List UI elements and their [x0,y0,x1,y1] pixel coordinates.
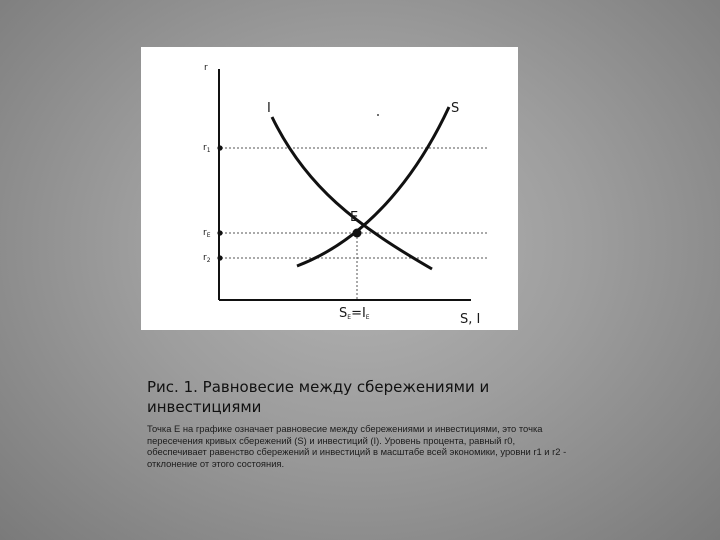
x-axis-label: S, I [460,312,481,327]
savings-investment-diagram [141,47,518,330]
curve-i-label: I [267,101,271,116]
figure-caption-text: Точка Е на графике означает равновесие между сбережениями и инвестициями, это точка пересечения кривых сбережений (S) и инвестиций (I). Уровень процента, равный r0, обеспечивает равенство сбережений и инвестиций в масштабе всей экономики, уровни r1 и r2 - отклонение от этого состояния. [147,423,567,469]
diagram-figure [141,47,518,330]
r1-label: $r_1$ [203,143,211,154]
speck-mark [377,114,379,116]
re-point [217,230,222,235]
point-e-label: E [350,210,359,225]
y-axis-label: r [204,63,208,73]
re-label: $r_E$ [203,228,211,239]
equilibrium-point [353,229,362,238]
investment-curve [272,117,432,269]
curve-s-label: S [451,101,460,116]
r1-point [217,145,222,150]
r2-point [217,255,222,260]
equality-label: SE=IE [339,306,370,321]
r2-label: $r_2$ [203,253,211,264]
figure-caption-title: Рис. 1. Равновесие между сбережениями и инвестициями [147,378,490,416]
